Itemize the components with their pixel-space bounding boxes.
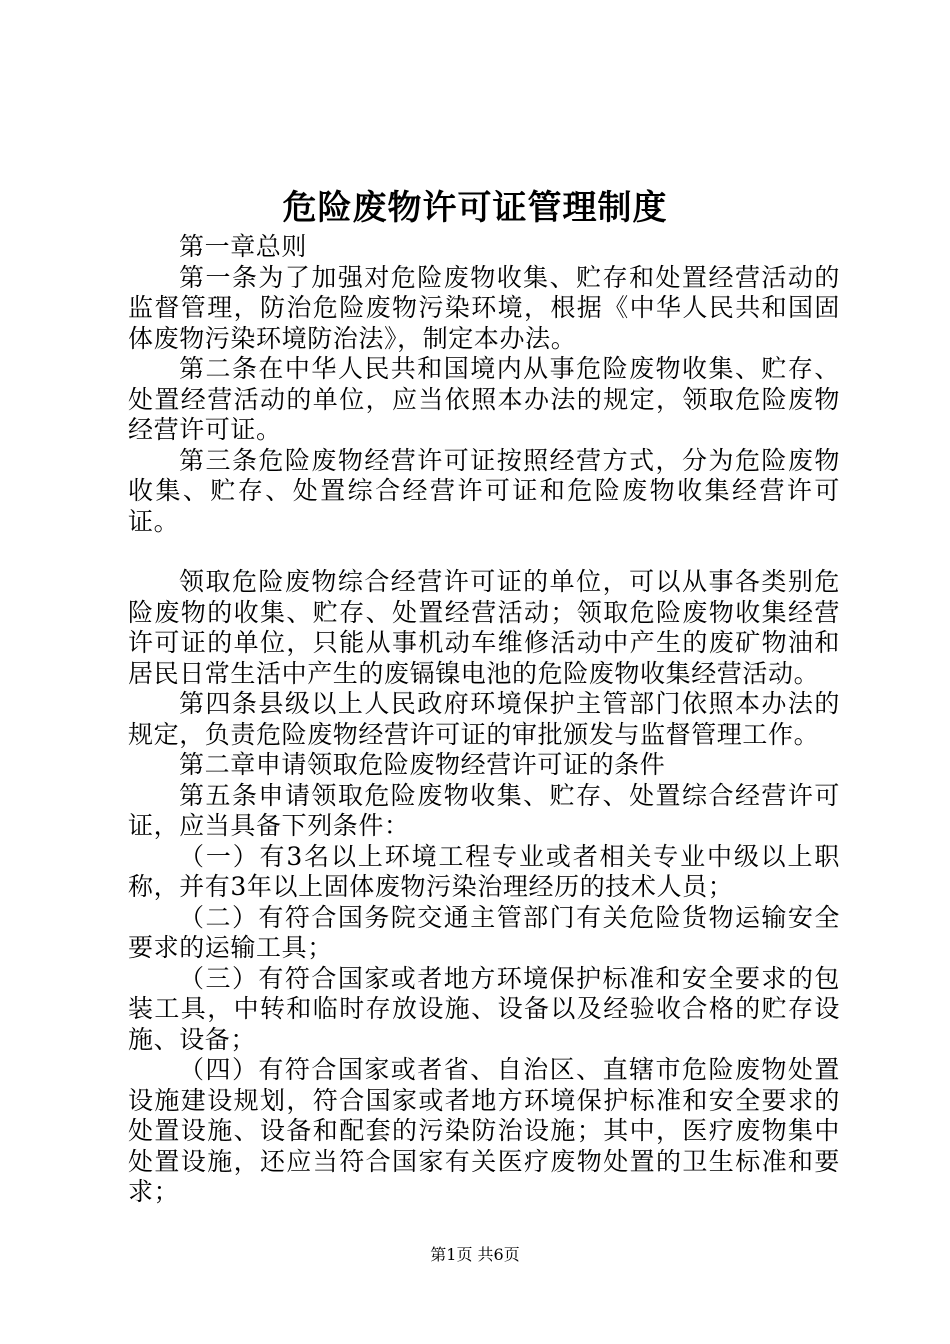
condition-item-1: （一）有3名以上环境工程专业或者相关专业中级以上职称，并有3年以上固体废物污染治理经历的技术人员； xyxy=(128,841,840,901)
article-3-detail: 领取危险废物综合经营许可证的单位，可以从事各类别危险废物的收集、贮存、处置经营活动；领取危险废物收集经营许可证的单位，只能从事机动车维修活动中产生的废矿物油和居民日常生活中产生的废镉镍电池的危险废物收集经营活动。 xyxy=(128,567,840,688)
condition-item-3: （三）有符合国家或者地方环境保护标准和安全要求的包装工具，中转和临时存放设施、设备以及经验收合格的贮存设施、设备； xyxy=(128,963,840,1054)
article-2: 第二条在中华人民共和国境内从事危险废物收集、贮存、处置经营活动的单位，应当依照本办法的规定，领取危险废物经营许可证。 xyxy=(128,354,840,444)
document-title: 危险废物许可证管理制度 xyxy=(282,188,668,228)
article-3: 第三条危险废物经营许可证按照经营方式，分为危险废物收集、贮存、处置综合经营许可证和危险废物收集经营许可证。 xyxy=(128,445,840,536)
page-footer: 第1页 共6页 xyxy=(430,1245,520,1264)
document-body xyxy=(128,232,840,1208)
condition-item-4: （四）有符合国家或者省、自治区、直辖市危险废物处置设施建设规划，符合国家或者地方环境保护标准和安全要求的处置设施、设备和配套的污染防治设施；其中，医疗废物集中处置设施，还应当符合国家有关医疗废物处置的卫生标准和要求； xyxy=(128,1055,840,1206)
article-5: 第五条申请领取危险废物收集、贮存、处置综合经营许可证，应当具备下列条件： xyxy=(128,780,840,840)
chapter-heading-2: 第二章申请领取危险废物经营许可证的条件 xyxy=(179,750,666,779)
article-4: 第四条县级以上人民政府环境保护主管部门依照本办法的规定，负责危险废物经营许可证的审批颁发与监督管理工作。 xyxy=(128,689,840,749)
article-1: 第一条为了加强对危险废物收集、贮存和处置经营活动的监督管理，防治危险废物污染环境，根据《中华人民共和国固体废物污染环境防治法》，制定本办法。 xyxy=(128,262,840,353)
condition-item-2: （二）有符合国务院交通主管部门有关危险货物运输安全要求的运输工具； xyxy=(128,902,840,962)
chapter-heading-1: 第一章总则 xyxy=(179,232,308,261)
paragraph-gap xyxy=(128,537,840,567)
